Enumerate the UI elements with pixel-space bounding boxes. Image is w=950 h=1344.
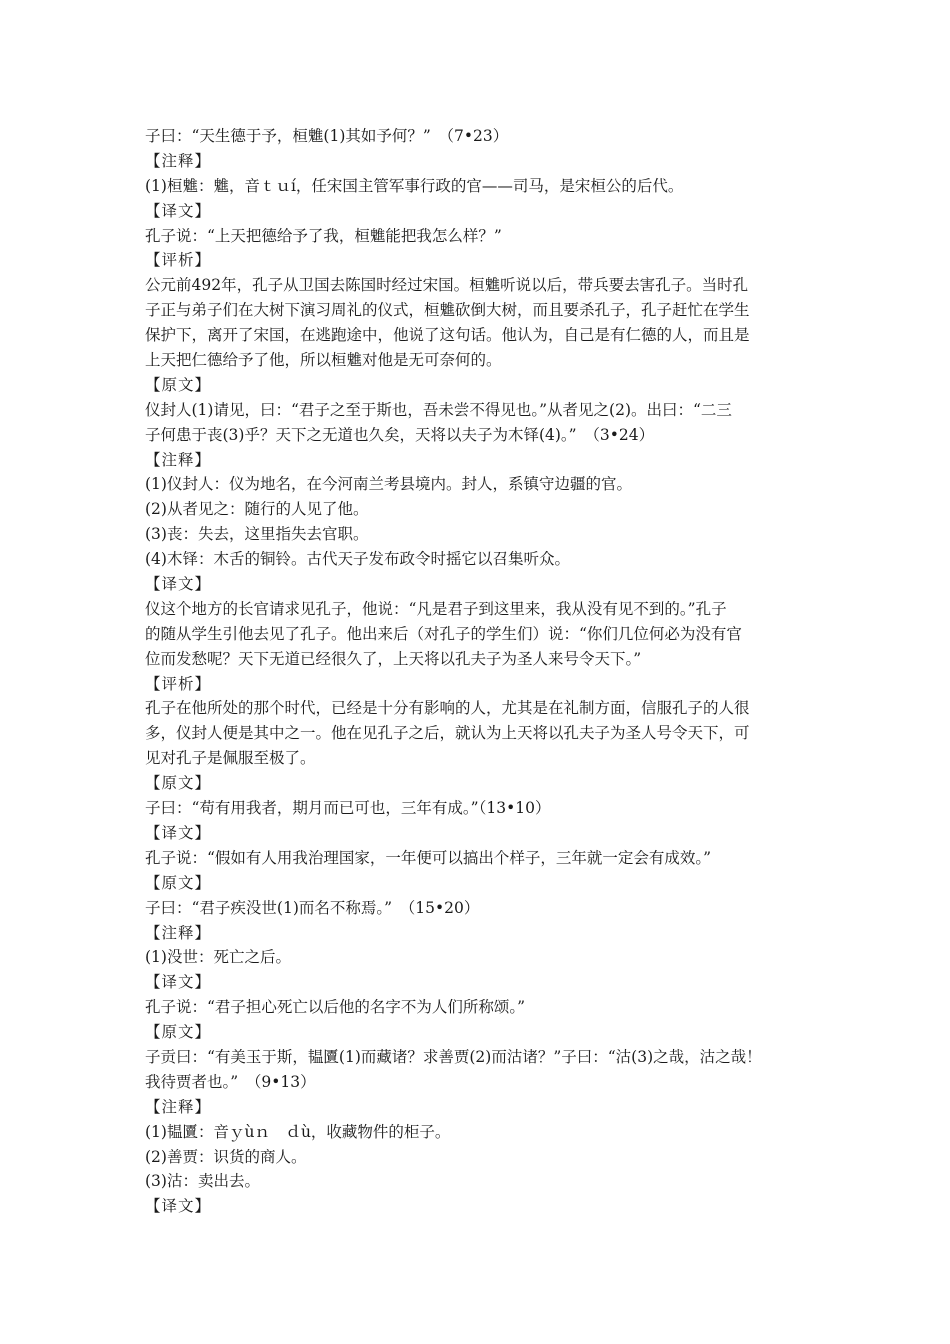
text-line: 保护下，离开了宋国，在逃跑途中，他说了这句话。他认为，自己是有仁德的人，而且是: [145, 326, 750, 345]
text-line: (1)仪封人：仪为地名，在今河南兰考县境内。封人，系镇守边疆的官。: [145, 475, 632, 494]
text-line: 孔子在他所处的那个时代，已经是十分有影响的人，尤其是在礼制方面，信服孔子的人很: [145, 699, 750, 718]
section-heading: 【译文】: [145, 973, 212, 992]
text-line: (2)善贾：识货的商人。: [145, 1147, 307, 1166]
text-line: 子曰：“天生德于予，桓魋(1)其如予何？” （7•23）: [145, 127, 509, 145]
text-line: (3)丧：失去，这里指失去官职。: [145, 525, 369, 544]
text-line: 仪这个地方的长官请求见孔子，他说：“凡是君子到这里来，我从没有见不到的。”孔子: [145, 599, 727, 618]
text-line: 上天把仁德给予了他，所以桓魋对他是无可奈何的。: [145, 351, 502, 370]
text-line: 位而发愁呢？天下无道已经很久了，上天将以孔夫子为圣人来号令天下。”: [145, 649, 642, 668]
section-heading: 【注释】: [145, 151, 212, 170]
text-line: 子曰：“苟有用我者，期月而已可也，三年有成。”（13•10）: [145, 799, 551, 818]
text-line: (1)没世：死亡之后。: [145, 948, 291, 967]
text-line: 多，仪封人便是其中之一。他在见孔子之后，就认为上天将以孔夫子为圣人号令天下，可: [145, 724, 750, 743]
section-heading: 【注释】: [145, 923, 212, 942]
section-heading: 【评析】: [145, 674, 212, 693]
text-line: 的随从学生引他去见了孔子。他出来后（对孔子的学生们）说：“你们几位何必为没有官: [145, 624, 742, 643]
section-heading: 【译文】: [145, 201, 212, 220]
text-line: (1)韫匵：音ｙùｎ ｄù，收藏物件的柜子。: [145, 1122, 451, 1141]
text-line: (3)沽：卖出去。: [145, 1172, 260, 1191]
section-heading: 【译文】: [145, 823, 212, 842]
section-heading: 【注释】: [145, 1097, 212, 1116]
text-line: 子正与弟子们在大树下演习周礼的仪式，桓魋砍倒大树，而且要杀孔子，孔子赶忙在学生: [145, 301, 750, 320]
text-line: 子何患于丧(3)乎？天下之无道也久矣，天将以夫子为木铎(4)。” （3•24）: [145, 425, 655, 444]
document-body: [145, 124, 825, 1219]
text-line: 孔子说：“君子担心死亡以后他的名字不为人们所称颂。”: [145, 998, 526, 1017]
section-heading: 【原文】: [145, 873, 212, 892]
text-line: 见对孔子是佩服至极了。: [145, 749, 316, 768]
text-line: 子曰：“君子疾没世(1)而名不称焉。” （15•20）: [145, 898, 480, 917]
text-line: 公元前492年，孔子从卫国去陈国时经过宋国。桓魋听说以后，带兵要去害孔子。当时孔: [145, 276, 749, 295]
text-line: 仪封人(1)请见，曰：“君子之至于斯也，吾未尝不得见也。”从者见之(2)。出曰：“二三: [145, 400, 732, 419]
section-heading: 【原文】: [145, 774, 212, 793]
section-heading: 【译文】: [145, 575, 212, 594]
section-heading: 【评析】: [145, 251, 212, 270]
text-line: 子贡曰：“有美玉于斯，韫匵(1)而藏诸？求善贾(2)而沽诸？”子曰：“沽(3)之哉，沽之哉！: [145, 1047, 762, 1066]
text-line: 我待贾者也。” （9•13）: [145, 1072, 316, 1091]
section-heading: 【注释】: [145, 450, 212, 469]
text-line: (1)桓魋：魋，音ｔｕí，任宋国主管军事行政的官——司马，是宋桓公的后代。: [145, 176, 684, 195]
section-heading: 【译文】: [145, 1197, 212, 1216]
section-heading: 【原文】: [145, 1023, 212, 1042]
text-line: 孔子说：“假如有人用我治理国家，一年便可以搞出个样子，三年就一定会有成效。”: [145, 848, 712, 867]
text-line: 孔子说：“上天把德给予了我，桓魋能把我怎么样？”: [145, 226, 502, 245]
section-heading: 【原文】: [145, 375, 212, 394]
text-line: (4)木铎：木舌的铜铃。古代天子发布政令时摇它以召集听众。: [145, 550, 570, 569]
text-line: (2)从者见之：随行的人见了他。: [145, 500, 369, 519]
